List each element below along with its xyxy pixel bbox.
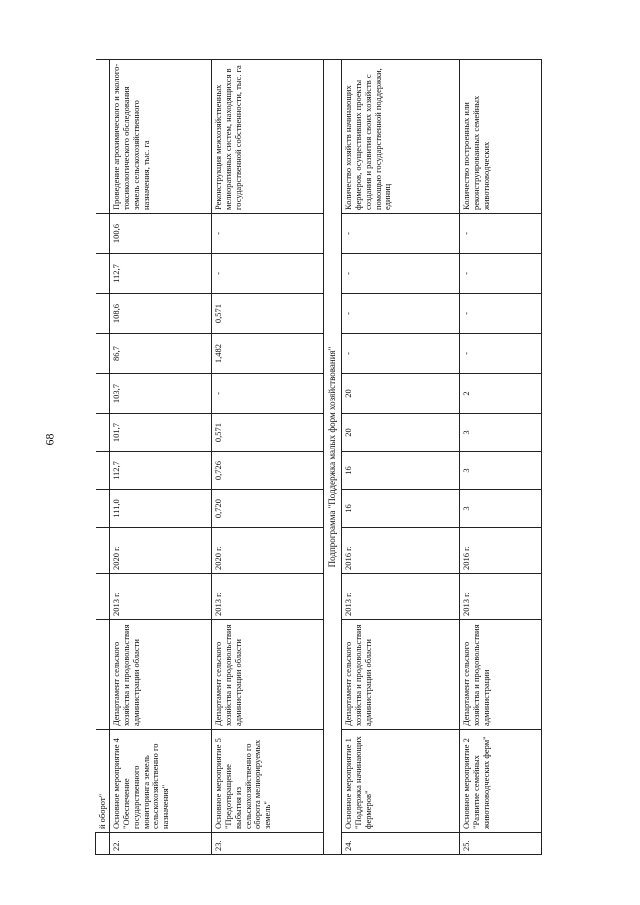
value-cell: 20 [342,374,460,414]
value-cell: - [342,214,460,254]
table-row [342,60,460,855]
end-year: 2016 г. [342,528,460,574]
start-year: 2013 г. [212,574,324,620]
rotated-table [95,60,542,855]
activity-name: Основное мероприятие 2 "Развитие семейных животноводческих ферм" [460,730,542,833]
subprogram-row [324,60,342,855]
value-cell: 20 [342,414,460,452]
indicator: Проведение агрохимического и эколого-токсикологического обследования земель сельскохозяйственного назначения, тыс. га [110,60,212,214]
value-cell: 100,6 [110,214,212,254]
value-cell: 112,7 [110,452,212,490]
value-cell: 103,7 [110,374,212,414]
activities-table [95,59,542,855]
value-cell: - [460,254,542,294]
value-cell: 0,726 [212,452,324,490]
value-cell: 16 [342,452,460,490]
executor: Департамент сельского хозяйства и продовольствия администрации [460,620,542,730]
table-row [460,60,542,855]
value-cell: - [460,214,542,254]
page-number: 68 [42,433,57,446]
value-cell: - [460,294,542,334]
value-cell: - [212,214,324,254]
row-number: 24. [342,833,460,855]
value-cell: 112,7 [110,254,212,294]
row-number: 22. [110,833,212,855]
name-fragment: й оборот" [96,730,110,833]
value-cell: 1,482 [212,334,324,374]
table-row [110,60,212,855]
value-cell: 0,571 [212,294,324,334]
value-cell: - [342,294,460,334]
end-year: 2020 г. [212,528,324,574]
row-number: 25. [460,833,542,855]
value-cell: 101,7 [110,414,212,452]
value-cell: 2 [460,374,542,414]
value-cell: 111,0 [110,490,212,528]
table-row-fragment [96,60,110,855]
value-cell: - [342,254,460,294]
value-cell: - [212,374,324,414]
executor: Департамент сельского хозяйства и продовольствия администрации области [212,620,324,730]
subprogram-title: Подпрограмма "Поддержка малых форм хозяйствования" [324,60,342,855]
executor: Департамент сельского хозяйства и продовольствия администрации области [110,620,212,730]
value-cell: - [460,334,542,374]
start-year: 2013 г. [460,574,542,620]
activity-name: Основное мероприятие 5 "Предотвращение выбытия из сельскохозяйственно го оборота мелиорируемых земель" [212,730,324,833]
activity-name: Основное мероприятие 1 "Поддержка начинающих фермеров" [342,730,460,833]
end-year: 2020 г. [110,528,212,574]
indicator: Количество хозяйств начинающих фермеров, осуществивших проекты создания и развития своих хозяйств с помощью государственной поддержки, единиц [342,60,460,214]
end-year: 2016 г. [460,528,542,574]
value-cell: 0,571 [212,414,324,452]
activity-name: Основное мероприятие 4 "Обеспечение государственного мониторинга земель сельскохозяйственно го назначения" [110,730,212,833]
value-cell: 3 [460,490,542,528]
executor: Департамент сельского хозяйства и продовольствия администрации области [342,620,460,730]
indicator: Реконструкция межхозяйственных мелиоративных систем, находящихся в государственной собственности, тыс. га [212,60,324,214]
value-cell: 86,7 [110,334,212,374]
value-cell: 0,720 [212,490,324,528]
value-cell: - [342,334,460,374]
table-row [212,60,324,855]
indicator: Количество построенных или реконструированных семейных животноводческих [460,60,542,214]
start-year: 2013 г. [342,574,460,620]
start-year: 2013 г. [110,574,212,620]
value-cell: 108,6 [110,294,212,334]
value-cell: 3 [460,452,542,490]
value-cell: - [212,254,324,294]
row-number: 23. [212,833,324,855]
value-cell: 16 [342,490,460,528]
value-cell: 3 [460,414,542,452]
